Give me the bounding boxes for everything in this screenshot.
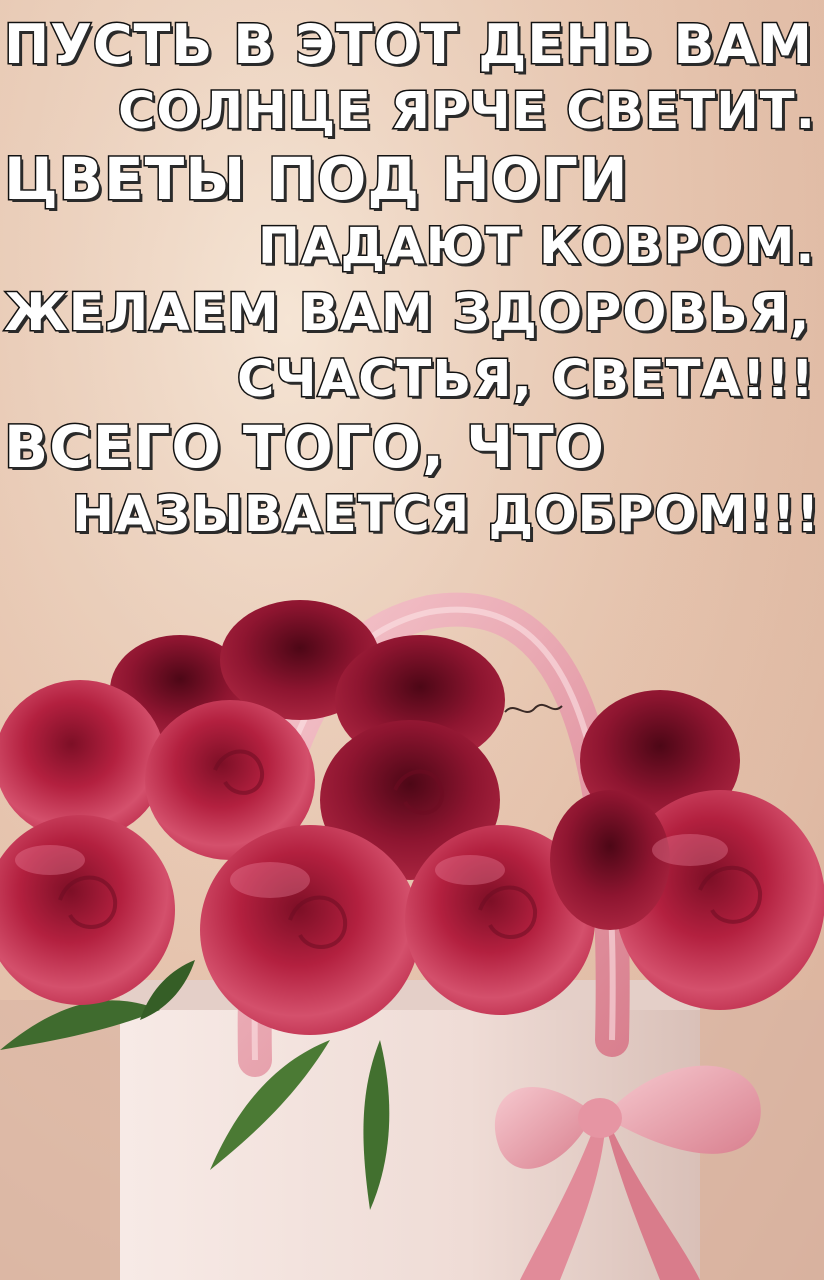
rose — [550, 790, 670, 930]
poem-line-1: ПУСТЬ В ЭТОТ ДЕНЬ ВАМ — [4, 13, 814, 76]
rose — [200, 825, 420, 1035]
greeting-poem — [0, 0, 824, 600]
poem-line-3: ЦВЕТЫ ПОД НОГИ — [4, 145, 629, 213]
poem-line-5: ЖЕЛАЕМ ВАМ ЗДОРОВЬЯ, — [4, 283, 811, 343]
poem-line-2: СОЛНЦЕ ЯРЧЕ СВЕТИТ. — [118, 82, 816, 141]
poem-line-4: ПАДАЮТ КОВРОМ. — [258, 217, 816, 275]
poem-line-7: ВСЕГО ТОГО, ЧТО — [4, 413, 605, 481]
poem-line-6: СЧАСТЬЯ, СВЕТА!!! — [237, 350, 815, 409]
poem-line-8: НАЗЫВАЕТСЯ ДОБРОМ!!! — [72, 485, 821, 543]
